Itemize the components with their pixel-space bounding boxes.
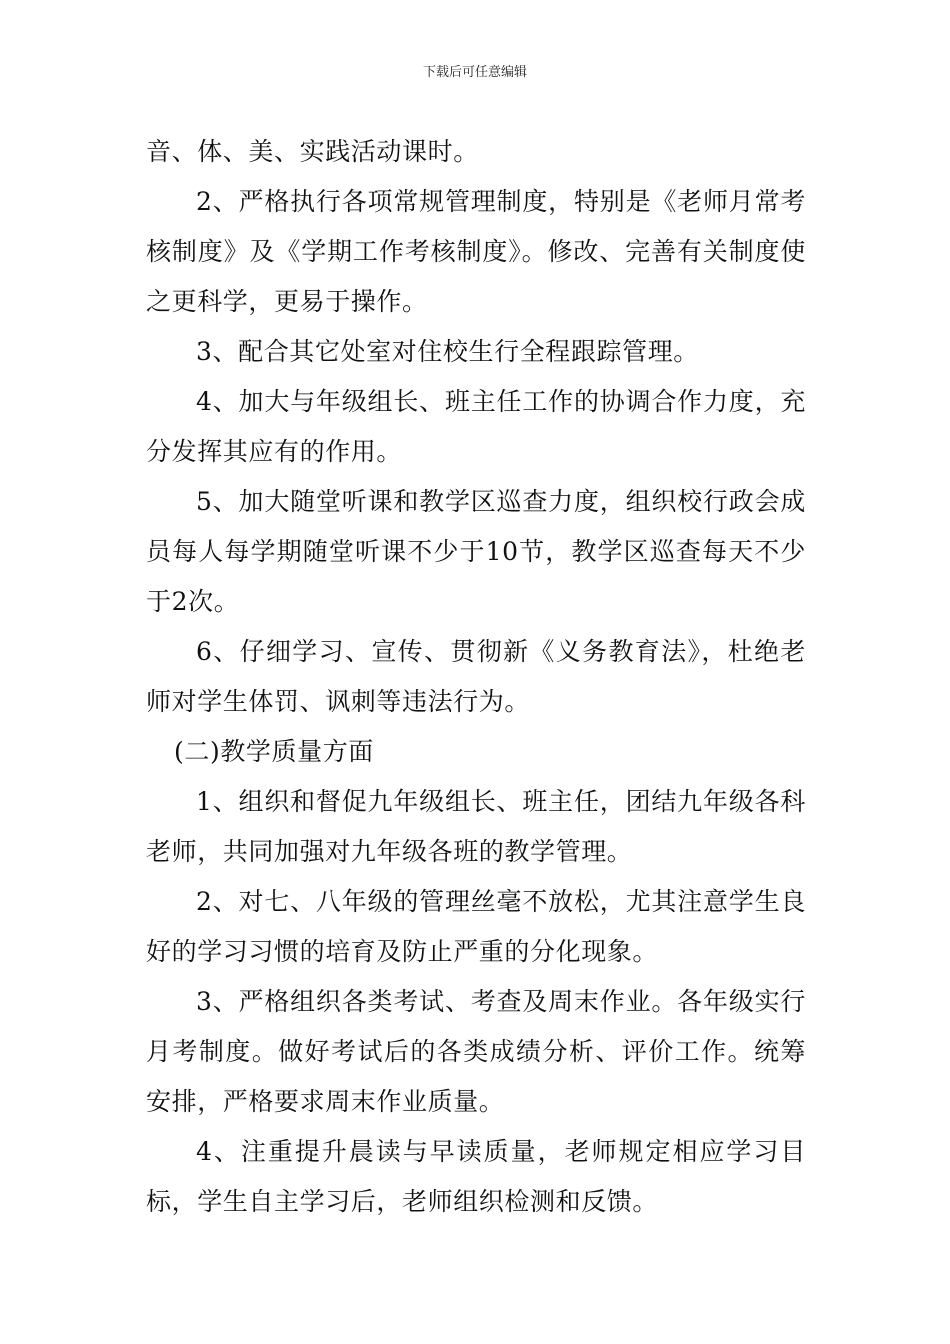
paragraph-item-4: 4、加大与年级组长、班主任工作的协调合作力度，充分发挥其应有的作用。	[146, 387, 806, 466]
paragraph-item-6: 6、仔细学习、宣传、贯彻新《义务教育法》，杜绝老师对学生体罚、讽刺等违法行为。	[146, 637, 806, 716]
page-header-note: 下载后可任意编辑	[422, 65, 527, 80]
paragraph-quality-1: 1、组织和督促九年级组长、班主任，团结九年级各科老师，共同加强对九年级各班的教学管理。	[146, 787, 806, 866]
paragraph-continuation: 音、体、美、实践活动课时。	[146, 137, 479, 166]
paragraph-item-2: 2、严格执行各项常规管理制度，特别是《老师月常考核制度》及《学期工作考核制度》。修改、完善有关制度使之更科学，更易于操作。	[146, 187, 806, 316]
paragraph-quality-4: 4、注重提升晨读与早读质量，老师规定相应学习目标，学生自主学习后，老师组织检测和反馈。	[146, 1137, 806, 1216]
document-body	[146, 127, 806, 1227]
paragraph-quality-3: 3、严格组织各类考试、考查及周末作业。各年级实行月考制度。做好考试后的各类成绩分析、评价工作。统筹安排，严格要求周末作业质量。	[146, 987, 806, 1116]
paragraph-quality-2: 2、对七、八年级的管理丝毫不放松，尤其注意学生良好的学习习惯的培育及防止严重的分化现象。	[146, 887, 806, 966]
paragraph-item-5: 5、加大随堂听课和教学区巡查力度，组织校行政会成员每人每学期随堂听课不少于10节，教学区巡查每天不少于2次。	[146, 487, 806, 616]
section-heading: (二)教学质量方面	[174, 737, 374, 766]
paragraph-item-3: 3、配合其它处室对住校生行全程跟踪管理。	[196, 337, 699, 366]
